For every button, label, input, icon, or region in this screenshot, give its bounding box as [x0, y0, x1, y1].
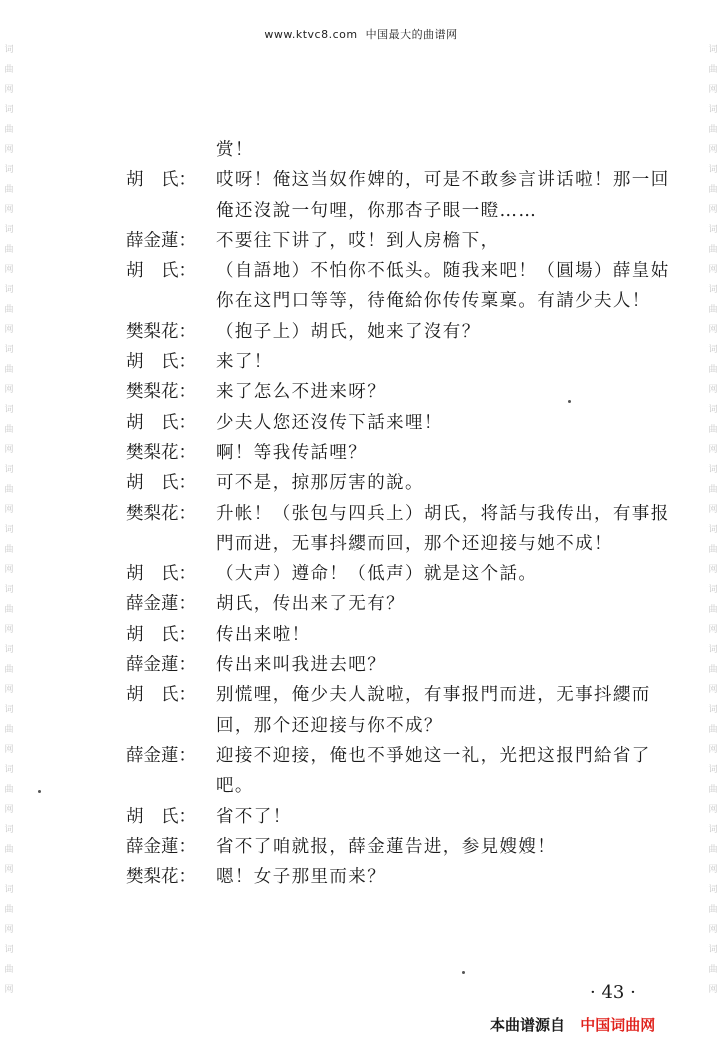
speech: （抱子上）胡氏，她来了沒有？	[216, 321, 481, 342]
speech: 升帐！（张包与四兵上）胡氏，将話与我传出，有事报門而进，无事抖纓而回，那个还迎接与她不成！	[216, 503, 670, 554]
dialogue-line	[126, 620, 686, 650]
speech: 赏！	[216, 140, 254, 160]
speech: 啊！等我传話哩？	[216, 442, 368, 463]
dialogue-line	[126, 317, 686, 347]
speech: 省不了！	[216, 806, 292, 827]
scan-speck	[462, 971, 465, 974]
speaker: 胡 氏：	[126, 624, 196, 645]
speech: 省不了咱就报，薛金蓮告进，参見嫂嫂！	[216, 836, 557, 857]
dialogue-line	[126, 438, 686, 468]
dialogue-line	[126, 559, 686, 589]
source-site-name: 中国词曲网	[580, 1016, 656, 1034]
source-footer	[490, 1014, 655, 1035]
speaker: 薛金蓮：	[126, 836, 196, 857]
dialogue-line	[126, 650, 686, 680]
speech: 传出来啦！	[216, 624, 311, 645]
speech: （大声）遵命！（低声）就是这个話。	[216, 564, 538, 585]
dialogue-line	[126, 226, 686, 256]
right-watermark: 词曲网词曲网词曲网词曲网词曲网词曲网词曲网词曲网词曲网词曲网词曲网词曲网词曲网词曲网词曲网词曲网	[708, 45, 718, 995]
left-watermark: 词曲网词曲网词曲网词曲网词曲网词曲网词曲网词曲网词曲网词曲网词曲网词曲网词曲网词曲网词曲网词曲网	[4, 45, 14, 995]
speech: 来了！	[216, 352, 273, 373]
speaker: 樊梨花：	[126, 503, 196, 524]
header-url: www.ktvc8.com	[264, 28, 358, 41]
dialogue-line	[126, 589, 686, 619]
scan-speck	[38, 790, 41, 793]
speech: 胡氏，传出来了无有？	[216, 594, 405, 615]
dialogue-line	[126, 377, 686, 407]
speaker: 薛金蓮：	[126, 745, 196, 766]
speech: 哎呀！俺这当奴作婢的，可是不敢参言讲话啦！那一回俺还沒說一句哩，你那杏子眼一瞪……	[216, 170, 670, 221]
speaker: 胡 氏：	[126, 261, 196, 282]
header-tagline: 中国最大的曲谱网	[365, 28, 458, 41]
speaker: 胡 氏：	[126, 564, 196, 585]
speaker: 樊梨花：	[126, 321, 196, 342]
speech: 传出来叫我进去吧？	[216, 655, 387, 676]
speech: （自語地）不怕你不低头。随我来吧！（圓場）薛皇姑你在这門口等等，待俺給你传传稟稟。有請少夫人！	[216, 261, 670, 312]
dialogue-line	[126, 741, 686, 802]
speech: 嗯！女子那里而来？	[216, 867, 387, 888]
speaker: 胡 氏：	[126, 170, 196, 191]
speaker: 薛金蓮：	[126, 230, 196, 251]
page-header	[0, 26, 722, 42]
dialogue-line	[126, 499, 686, 560]
script-body	[126, 135, 686, 892]
speaker: 胡 氏：	[126, 352, 196, 373]
speech: 别慌哩，俺少夫人說啦，有事报門而进，无事抖纓而回，那个还迎接与你不成？	[216, 685, 651, 736]
speaker: 胡 氏：	[126, 685, 196, 706]
source-label: 本曲谱源自	[490, 1016, 566, 1034]
speaker: 樊梨花：	[126, 442, 196, 463]
speech: 迎接不迎接，俺也不爭她这一礼，光把这报門給省了吧。	[216, 745, 651, 797]
speech: 少夫人您还沒传下話来哩！	[216, 412, 443, 433]
dialogue-line	[126, 862, 686, 892]
dialogue-line	[126, 468, 686, 498]
speech: 来了怎么不进来呀？	[216, 382, 387, 403]
speech: 不要往下讲了，哎！到人房檐下，	[216, 230, 500, 251]
dialogue-line	[126, 135, 686, 165]
speech: 可不是，掠那厉害的說。	[216, 473, 424, 494]
speaker: 薛金蓮：	[126, 655, 196, 676]
speaker	[126, 135, 216, 165]
dialogue-line	[126, 256, 686, 317]
dialogue-line	[126, 832, 686, 862]
speaker: 胡 氏：	[126, 806, 196, 827]
speaker: 樊梨花：	[126, 867, 196, 888]
dialogue-line	[126, 802, 686, 832]
scan-speck	[568, 400, 571, 403]
page-number: · 43 ·	[590, 982, 636, 1003]
dialogue-line	[126, 347, 686, 377]
speaker: 樊梨花：	[126, 382, 196, 403]
dialogue-line	[126, 680, 686, 741]
speaker: 胡 氏：	[126, 412, 196, 433]
speaker: 薛金蓮：	[126, 594, 196, 615]
dialogue-line	[126, 165, 686, 226]
dialogue-line	[126, 408, 686, 438]
speaker: 胡 氏：	[126, 473, 196, 494]
